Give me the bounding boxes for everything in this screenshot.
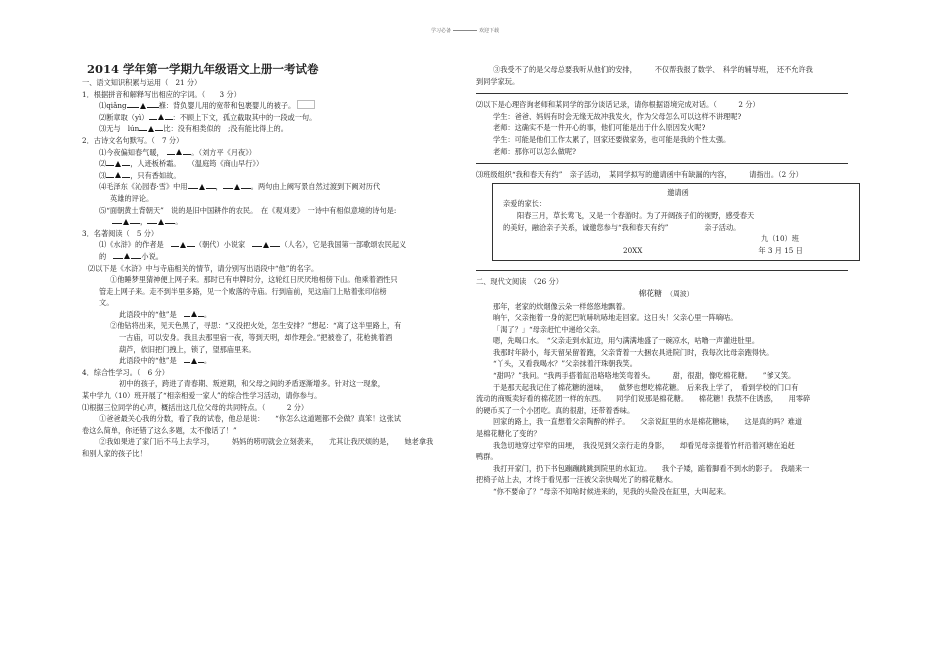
q2-item-2: ⑵ ，人迹板桥霜。 （温庭筠《商山早行》） (99, 159, 264, 169)
answer-blank-icon (115, 161, 121, 167)
q4-sub-2: ⑵以下是心理咨询老师和某同学的部分谈话记录，请你根据语境完成对话。（ 2 分） (476, 100, 760, 110)
answer-blank-icon (140, 103, 146, 109)
q2-item-4: ⑷毛泽东《沁园春·雪》中用 ， 。两句由上阙写景自然过渡到下阙对历代 (99, 182, 381, 192)
dialog-line-4: 老师：那你可以怎么做呢? (493, 146, 576, 156)
invitation-date: 20XX 年 3 月 15 日 (623, 245, 803, 255)
question-2: 2．古诗文名句默写。（ 7 分） (82, 135, 184, 145)
right-column (476, 62, 856, 498)
q1-item-3: ⑶无与 lún 比：没有相类似的 ;没有能比得上的。 (99, 124, 288, 134)
article-para: 我打开家门，扔下书包蹦蹦跳跳到院里的水缸边。 我个子矮，踮着脚看不到水的影子。 我端来一 (493, 463, 810, 473)
article-para-cont: 鸭群。 (476, 452, 498, 462)
answer-blank-icon (158, 114, 164, 120)
voice-2-line-1: ②我如果进了家门后不马上去学习， 妈妈的唠叨就会立刻袭来， 尤其让我厌烦的是， 她老拿我 (99, 437, 434, 447)
invitation-signature: 九（10）班 (761, 234, 799, 244)
q2-item-3: ⑶ ，只有香如故。 (99, 170, 181, 180)
answer-blank-icon (115, 172, 121, 178)
answer-blank-icon (180, 242, 186, 248)
passage-2-answer: 此语段中的“他”是 。 (119, 356, 212, 366)
q4-sub-1: ⑴根据三位同学的心声，概括出这几位父母的共同特点。（ 2 分） (82, 402, 309, 412)
voice-3-line-1: ③我受不了的是父母总要我听从他们的安排， 不仅帮我报了数学、 科学的辅导班， 还不允许我 (493, 65, 813, 74)
article-para: “甜吗？”我问。“我两手搭着缸沿咯咯地笑弯着头。 甜，很甜，像吃棉花糖。 ”爹又笑。 (493, 371, 796, 381)
article-para: 我那时年龄小，每天留呆留着跑，父亲背着一大捆农具进院门时，我每次比母亲跑得快。 (493, 347, 774, 357)
answer-line (476, 163, 848, 164)
answer-blank-icon (123, 219, 129, 225)
answer-line (476, 93, 848, 94)
article-para-cont: 把椅子站上去，才终于看见那一汪被父亲快喝光了的棉花糖水。 (476, 475, 678, 485)
answer-blank-icon (148, 126, 154, 132)
passage-1-line-3: 文。 (99, 298, 114, 308)
article-para-cont: 流动的商贩卖好看的棉花团一样的东西。 同学们说那是棉花糖。 棉花糖！我禁不住诱惑， 用零碎 (476, 394, 811, 404)
q1-item-2: ⑵断章取（yì） ：不顾上下文，孤立截取其中的一段或一句。 (99, 112, 317, 122)
header-left: 学习必备 (431, 28, 452, 34)
exam-title: 2014 学年第一学期九年级语文上册一考试卷 (87, 62, 319, 76)
passage-2-line-3: 葫芦，依旧把门拽上，锁了，望那庙里来。 (119, 344, 256, 354)
q4-sub-3: ⑶班级组织“我和春天有约” 亲子活动， 某同学拟写的邀请函中有缺漏的内容， 请指出。（2 分） (476, 170, 803, 180)
question-1: 1．根据拼音和解释写出相应的字词。（ 3 分） (82, 89, 241, 99)
article-para: 我急切地穿过窄窄的田埂， 我没见到父亲行走的身影， 却看见母亲提着竹杆沿着河塘在追赶 (493, 440, 795, 450)
question-3: 3．名著阅读（ 5 分） (82, 228, 159, 238)
answer-blank-icon (191, 311, 197, 317)
invitation-body-2: 的美好，融洽亲子关系，诚邀您参与“我和春天有约” 亲子活动。 (503, 222, 741, 232)
question-4: 4．综合性学习。（ 6 分） (82, 367, 169, 377)
answer-blank-icon (191, 358, 197, 364)
article-para: “你不要命了？”母亲不知啥时候进来的，见我的头险没在缸里，大叫起来。 (493, 487, 731, 496)
q2-item-5-blanks: ， 。 (82, 216, 460, 228)
dialog-line-3: 学生：可能是他们工作太累了，回家还要做家务，也可能是我的个性太强。 (493, 134, 731, 144)
invitation-box (492, 183, 860, 262)
left-column (82, 62, 460, 460)
q3-item-2: ⑵以下是《水浒》中与寺庙相关的情节，请分别写出语段中“他”的名字。 (88, 263, 319, 273)
invitation-salutation: 亲爱的家长： (503, 199, 547, 209)
article-para: 晌午，父亲拖着一身的泥巴吭哧吭哧地走回家。这日头！父亲心里一阵嘀咕。 (493, 313, 738, 323)
q3-item-1-cont: 的 小说。 (99, 251, 163, 261)
dialog-line-2: 老师：这确实不是一件开心的事，他们可能是出于什么原因发火呢? (493, 123, 706, 133)
voice-2-line-2: 和别人家的孩子比！ (82, 449, 147, 458)
q2-item-1: ⑴今夜偏知春气暖， 。（刘方平《月夜》） (99, 147, 256, 157)
answer-blank-icon (124, 253, 130, 259)
voice-1-line-2: 卷这么简单，你还错了这么多题，太不像话了！” (82, 425, 237, 435)
passage-1-line-1: ①他睡梦里猜神便上网子来。那时已有申牌时分，这轮红日厌厌地相傍下山。他乘着酒性只 (110, 275, 398, 285)
passage-2-line-2: 一古庙，可以安身。我且去那里宿一夜，等到天明，却作理会。”把被卷了，花枪挑着酒 (119, 333, 393, 343)
answer-blank-icon (158, 219, 164, 225)
section-1-heading: 一、语文知识积累与运用（ 21 分） (82, 78, 202, 87)
q3-item-1: ⑴《水浒》的作者是 （朝代）小说家 （人名），它是我国第一部歌颂农民起义 (99, 240, 407, 250)
answer-blank-icon (176, 149, 182, 155)
article-para: 嗯，先喝口水。 “父亲走到水缸边，用勺满满地盛了一碗凉水，咕噜一声灌进肚里。 (493, 336, 760, 346)
article-para: 「渴了？」“母亲赶忙中递给父亲。 (493, 324, 605, 334)
passage-2-line-1: ②他钻将出来，见天色黑了，寻思：“又没把火处，怎生安排？”想起：“离了这半里路上，有 (110, 321, 402, 331)
article-title: 棉花糖 （周波） (638, 288, 694, 298)
invitation-body-1: 阳春三月，草长莺飞，又是一个春游时。为了开阔孩子们的视野，感受春天 (517, 210, 755, 220)
answer-blank-icon (263, 242, 269, 248)
q2-item-5: ⑸“面朝黄土背朝天” 说的是旧中国耕作的农民。 在《观刈麦》 一诗中有相似意境的诗句是: (99, 205, 397, 215)
voice-1-line-1: ①爸爸最关心我的分数，看了我的试卷，他总是说： “你怎么这道题都不会做？真笨！这张试 (99, 414, 401, 424)
article-para: 那年，老家的炊烟像云朵一样悠悠地飘着。 (493, 301, 630, 311)
answer-blank-icon (199, 184, 205, 190)
q2-item-4-cont: 英雄的评论。 (110, 193, 154, 203)
voice-3-line-2: 到同学家玩。 (476, 76, 520, 86)
section-2-heading: 二、现代文阅读 （26 分） (476, 277, 563, 287)
dialog-line-1: 学生：爸爸、妈妈有时会无缘无故冲我发火，作为父母怎么可以这样不讲理呢? (493, 111, 742, 121)
answer-blank-icon (234, 184, 240, 190)
passage-1-line-2: 管走上网子来。走不到半里多路，见一个败落的寺庙。行到庙前，见这庙门上贴着张印信榜 (99, 286, 387, 296)
article-para-cont: 是棉花糖化了变的？ (476, 429, 541, 439)
section-divider (476, 270, 848, 271)
invitation-title: 邀请函 (667, 187, 689, 197)
page-header (431, 27, 499, 34)
header-right: 欢迎下载 (479, 28, 500, 34)
q1-item-1: ⑴qiǎng 褓：背负婴儿用的宽带和包裹婴儿的被子。 (82, 100, 460, 112)
passage-1-answer: 此语段中的“他”是 。 (119, 309, 212, 319)
article-para-cont: 的硬币买了一个小团吃。真的很甜，还带着香味。 (476, 405, 635, 415)
article-para: “丫头，又看我喝水？”父亲抹着汗珠朝我笑。 (493, 359, 637, 369)
q4-intro-1: 初中的孩子，跨进了青春期、叛逆期，和父母之间的矛盾逐渐增多。针对这一现象， (119, 379, 385, 389)
article-para: 于是那天起我记住了棉花糖的滋味， 做梦也想吃棉花糖。 后来我上学了， 看到学校的门口有 (493, 382, 799, 392)
q4-intro-2: 某中学九（10）班开展了“相亲相爱一家人”的综合性学习活动，请你参与。 (82, 391, 322, 401)
article-para: 回家的路上，我一直想着父亲陶醉的样子。 父亲说缸里的水是棉花糖味， 这是真的吗？难道 (493, 417, 803, 427)
